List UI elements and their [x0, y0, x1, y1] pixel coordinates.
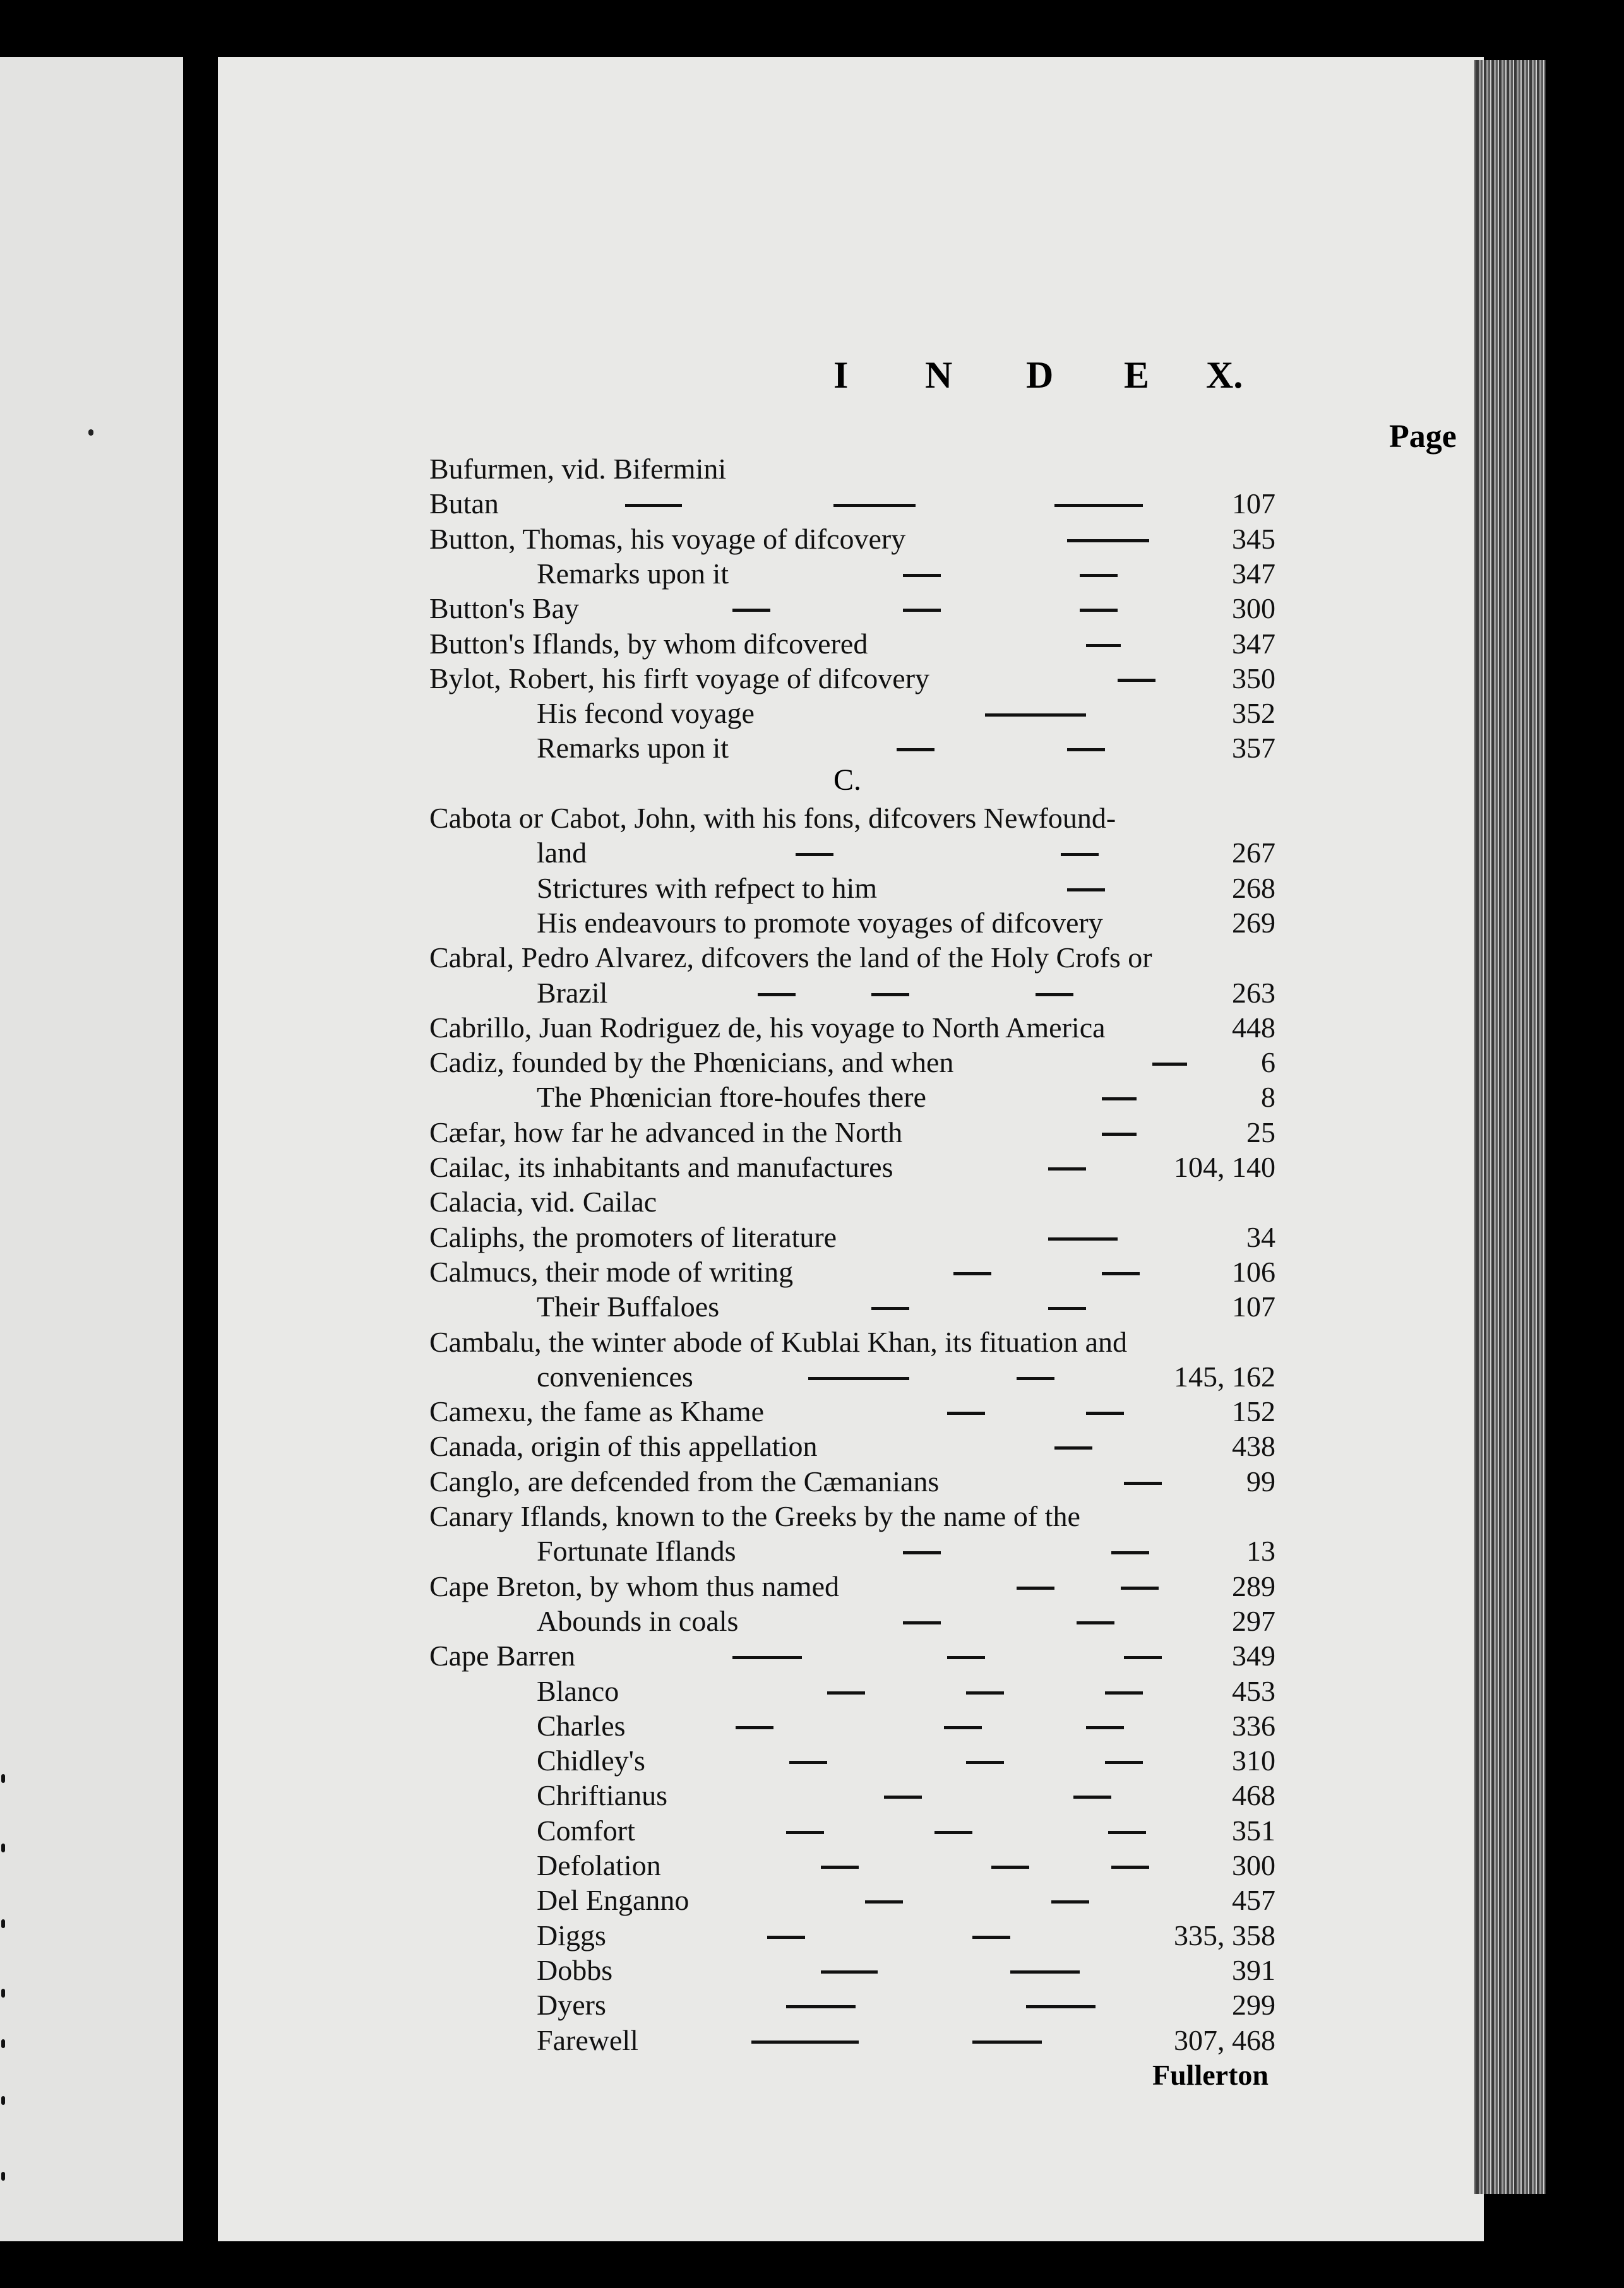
entry-text: Canglo, are defcended from the Cæmanians: [429, 1465, 940, 1498]
index-entry: [218, 521, 1484, 557]
entry-page-number: 152: [1232, 1395, 1275, 1428]
leader-dash: [966, 1691, 1004, 1695]
entry-page-number: 438: [1232, 1430, 1275, 1463]
entry-page-number: 300: [1232, 1849, 1275, 1881]
index-entry: [218, 1010, 1484, 1046]
entry-page-number: 352: [1232, 697, 1275, 730]
leader-dash: [1086, 644, 1121, 647]
entry-page-number: 350: [1232, 662, 1275, 694]
entry-text: Defolation: [537, 1849, 661, 1881]
index-entry: [218, 1464, 1484, 1499]
leader-dash: [1102, 1272, 1140, 1275]
leader-dash: [1152, 1063, 1187, 1066]
entry-text: Cæfar, how far he advanced in the North: [429, 1116, 903, 1148]
entry-page-number: 107: [1232, 1290, 1275, 1323]
index-entry: [218, 1150, 1484, 1185]
leader-dash: [1080, 574, 1118, 577]
leader-dash: [865, 1900, 903, 1904]
entry-text: Diggs: [537, 1919, 606, 1951]
entry-text: Canary Iflands, known to the Greeks by the name of the: [429, 1500, 1080, 1532]
leader-dash: [1026, 2005, 1096, 2008]
leader-dash: [625, 504, 682, 507]
entry-page-number: 8: [1261, 1081, 1275, 1114]
running-head: [833, 354, 1288, 410]
leader-dash: [944, 1726, 982, 1729]
entry-page-number: 299: [1232, 1989, 1275, 2022]
running-head-letter: N: [925, 354, 953, 396]
leader-dash: [1102, 1133, 1137, 1136]
index-entry: [218, 1289, 1484, 1325]
entry-page-number: 267: [1232, 837, 1275, 869]
leader-dash: [972, 2041, 1042, 2044]
entry-page-number: 349: [1232, 1640, 1275, 1672]
entry-page-number: 263: [1232, 976, 1275, 1009]
leader-dash: [1036, 993, 1073, 996]
leader-dash: [1111, 1551, 1149, 1554]
entry-page-number: 106: [1232, 1255, 1275, 1288]
entry-text: Calacia, vid. Cailac: [429, 1186, 657, 1218]
index-entry: [218, 1743, 1484, 1779]
index-entry: [218, 1359, 1484, 1395]
entry-page-number: 34: [1246, 1220, 1275, 1253]
entry-text: Chriftianus: [537, 1779, 667, 1812]
entry-page-number: 336: [1232, 1709, 1275, 1742]
leader-dash: [1102, 1097, 1137, 1100]
index-entry: [218, 591, 1484, 626]
entry-text: Brazil: [537, 976, 608, 1009]
leader-dash: [786, 1831, 824, 1834]
entry-text: Cambalu, the winter abode of Kublai Khan, its fituation and: [429, 1325, 1128, 1358]
index-entry: [218, 1674, 1484, 1709]
entry-text: Cailac, its inhabitants and manufactures: [429, 1151, 893, 1183]
index-entry: [218, 486, 1484, 521]
index-entry: [218, 1115, 1484, 1150]
index-entry: [218, 1394, 1484, 1429]
entry-page-number: 297: [1232, 1604, 1275, 1637]
leader-dash: [1048, 1237, 1118, 1241]
index-entry: [218, 1848, 1484, 1883]
section-letter: C.: [833, 763, 862, 797]
entry-text: Dyers: [537, 1989, 606, 2022]
index-entry: [218, 1778, 1484, 1813]
leader-dash: [903, 1621, 941, 1624]
ink-speck: [88, 429, 93, 436]
entry-page-number: 468: [1232, 1779, 1275, 1812]
entry-page-number: 347: [1232, 627, 1275, 660]
index-entry: [218, 1429, 1484, 1464]
entry-page-number: 351: [1232, 1814, 1275, 1847]
entry-page-number: 25: [1246, 1116, 1275, 1148]
entry-text: Farewell: [537, 2023, 638, 2056]
leader-dash: [786, 2005, 856, 2008]
leader-dash: [1061, 853, 1099, 856]
running-head-letter: D: [1026, 354, 1054, 396]
entry-text: Button, Thomas, his voyage of difcovery: [429, 522, 906, 555]
entry-page-number: 310: [1232, 1744, 1275, 1777]
leader-dash: [789, 1761, 827, 1764]
entry-text: land: [537, 837, 587, 869]
leader-dash: [1105, 1761, 1143, 1764]
leader-dash: [1124, 1656, 1162, 1659]
leader-dash: [1118, 679, 1155, 682]
entry-page-number: 268: [1232, 871, 1275, 904]
leader-dash: [966, 1761, 1004, 1764]
entry-page-number: 345: [1232, 522, 1275, 555]
index-entry: [218, 1953, 1484, 1988]
entry-text: Strictures with refpect to him: [537, 871, 878, 904]
running-head-letter: I: [833, 354, 849, 396]
entry-text: Dobbs: [537, 1953, 613, 1986]
leader-dash: [821, 1866, 859, 1869]
leader-dash: [985, 713, 1086, 717]
index-entry: [218, 1883, 1484, 1918]
entry-text: Cape Breton, by whom thus named: [429, 1570, 840, 1602]
entry-text: Fortunate Iflands: [537, 1535, 736, 1568]
leader-dash: [1054, 504, 1143, 507]
leader-dash: [808, 1377, 909, 1380]
leader-dash: [1108, 1831, 1146, 1834]
entry-text: Their Buffaloes: [537, 1290, 720, 1323]
entry-page-number: 448: [1232, 1011, 1275, 1044]
entry-page-number: 347: [1232, 557, 1275, 590]
entry-text: Cabral, Pedro Alvarez, difcovers the land of the Holy Crofs or: [429, 941, 1152, 974]
index-entry: [218, 1220, 1484, 1255]
leader-dash: [736, 1726, 773, 1729]
catchword: Fullerton: [1152, 2058, 1269, 2091]
facing-page-edge-marks: [0, 57, 13, 2241]
leader-dash: [884, 1796, 922, 1799]
entry-text: The Phœnician ftore-houfes there: [537, 1081, 926, 1114]
leader-dash: [1067, 888, 1105, 891]
leader-dash: [871, 993, 909, 996]
entry-text: Cabota or Cabot, John, with his fons, difcovers Newfound-: [429, 802, 1116, 834]
index-entry: [218, 1569, 1484, 1604]
leader-dash: [1017, 1377, 1054, 1380]
leader-dash: [732, 609, 770, 612]
entry-text: Cadiz, founded by the Phœnicians, and when: [429, 1046, 954, 1079]
leader-dash: [1111, 1866, 1149, 1869]
leader-dash: [732, 1656, 802, 1659]
leader-dash: [1080, 609, 1118, 612]
entry-page-number: 335, 358: [1174, 1919, 1275, 1951]
entry-text: Cabrillo, Juan Rodriguez de, his voyage to North America: [429, 1011, 1106, 1044]
leader-dash: [1054, 1446, 1092, 1450]
index-entry: [218, 1987, 1484, 2023]
index-entry: [218, 905, 1484, 941]
entry-text: Calmucs, their mode of writing: [429, 1255, 794, 1288]
index-entry: [218, 1325, 1484, 1360]
leader-dash: [1086, 1726, 1124, 1729]
leader-dash: [1077, 1621, 1114, 1624]
index-entry: [218, 1045, 1484, 1080]
entry-text: Butan: [429, 487, 499, 520]
index-entry: [218, 1080, 1484, 1115]
running-head-letter: X.: [1206, 354, 1243, 396]
entry-page-number: 457: [1232, 1884, 1275, 1917]
leader-dash: [1073, 1796, 1111, 1799]
entry-text: Blanco: [537, 1674, 619, 1707]
index-entry: [218, 1813, 1484, 1849]
leader-dash: [1010, 1970, 1080, 1974]
index-entry: [218, 835, 1484, 871]
leader-dash: [953, 1272, 991, 1275]
index-entry: [218, 1534, 1484, 1569]
index-entry: [218, 730, 1484, 766]
index-entry: [218, 626, 1484, 662]
leader-dash: [897, 748, 934, 751]
entry-text: Button's Iflands, by whom difcovered: [429, 627, 868, 660]
entry-text: Bylot, Robert, his firft voyage of difcovery: [429, 662, 930, 694]
entry-text: conveniences: [537, 1360, 693, 1393]
leader-dash: [821, 1970, 878, 1974]
entry-text: Comfort: [537, 1814, 635, 1847]
entry-page-number: 13: [1246, 1535, 1275, 1568]
index-entry: [218, 975, 1484, 1011]
index-entry: [218, 696, 1484, 731]
entry-text: Canada, origin of this appellation: [429, 1430, 818, 1463]
entry-text: Remarks upon it: [537, 557, 729, 590]
leader-dash: [991, 1866, 1029, 1869]
facing-page-left: [0, 57, 183, 2241]
leader-dash: [1048, 1307, 1086, 1310]
entry-page-number: 107: [1232, 487, 1275, 520]
index-entry: [218, 661, 1484, 696]
entry-text: Button's Bay: [429, 592, 580, 625]
leader-dash: [751, 2041, 859, 2044]
index-entry: [218, 451, 1484, 487]
leader-dash: [796, 853, 833, 856]
leader-dash: [1051, 1900, 1089, 1904]
leader-dash: [903, 609, 941, 612]
leader-dash: [827, 1691, 865, 1695]
leader-dash: [1124, 1482, 1162, 1485]
leader-dash: [903, 574, 941, 577]
leader-dash: [1105, 1691, 1143, 1695]
entry-page-number: 307, 468: [1174, 2023, 1275, 2056]
leader-dash: [1067, 748, 1105, 751]
index-entry: [218, 940, 1484, 975]
leader-dash: [767, 1936, 805, 1939]
entry-text: Abounds in coals: [537, 1604, 739, 1637]
index-entry: [218, 871, 1484, 906]
entry-page-number: 269: [1232, 906, 1275, 939]
leader-dash: [758, 993, 796, 996]
entry-text: Cape Barren: [429, 1640, 576, 1672]
entry-page-number: 104, 140: [1174, 1151, 1275, 1183]
entry-page-number: 391: [1232, 1953, 1275, 1986]
entry-text: Chidley's: [537, 1744, 645, 1777]
leader-dash: [903, 1551, 941, 1554]
leader-dash: [1121, 1587, 1159, 1590]
leader-dash: [1086, 1412, 1124, 1415]
index-entry: [218, 1708, 1484, 1744]
entry-text: Caliphs, the promoters of literature: [429, 1220, 837, 1253]
entry-text: Charles: [537, 1709, 626, 1742]
index-entry: [218, 1638, 1484, 1674]
entry-page-number: 145, 162: [1174, 1360, 1275, 1393]
index-entry: [218, 801, 1484, 836]
entry-text: Remarks upon it: [537, 732, 729, 765]
book-page-edges: [1474, 60, 1546, 2194]
index-entry: [218, 556, 1484, 592]
leader-dash: [972, 1936, 1010, 1939]
leader-dash: [947, 1656, 985, 1659]
entry-page-number: 99: [1246, 1465, 1275, 1498]
entry-text: Del Enganno: [537, 1884, 690, 1917]
leader-dash: [1067, 539, 1149, 542]
entry-page-number: 357: [1232, 732, 1275, 765]
index-entry: [218, 1918, 1484, 1953]
leader-dash: [833, 504, 916, 507]
entry-page-number: 453: [1232, 1674, 1275, 1707]
index-entry: [218, 1604, 1484, 1639]
running-head-letter: E: [1124, 354, 1150, 396]
entry-page-number: 289: [1232, 1570, 1275, 1602]
entry-page-number: 300: [1232, 592, 1275, 625]
leader-dash: [871, 1307, 909, 1310]
leader-dash: [1017, 1587, 1054, 1590]
index-entry: [218, 1184, 1484, 1220]
leader-dash: [947, 1412, 985, 1415]
entry-page-number: 6: [1261, 1046, 1275, 1079]
index-entry: [218, 1254, 1484, 1290]
index-entry: [218, 2023, 1484, 2058]
index-page: [218, 57, 1484, 2241]
page-column-heading: Page: [1389, 419, 1457, 455]
leader-dash: [1048, 1167, 1086, 1171]
entry-text: Bufurmen, vid. Bifermini: [429, 453, 727, 485]
leader-dash: [934, 1831, 972, 1834]
entry-text: His endeavours to promote voyages of difcovery: [537, 906, 1103, 939]
entry-text: His fecond voyage: [537, 697, 755, 730]
entry-text: Camexu, the fame as Khame: [429, 1395, 765, 1428]
index-entry: [218, 1499, 1484, 1534]
